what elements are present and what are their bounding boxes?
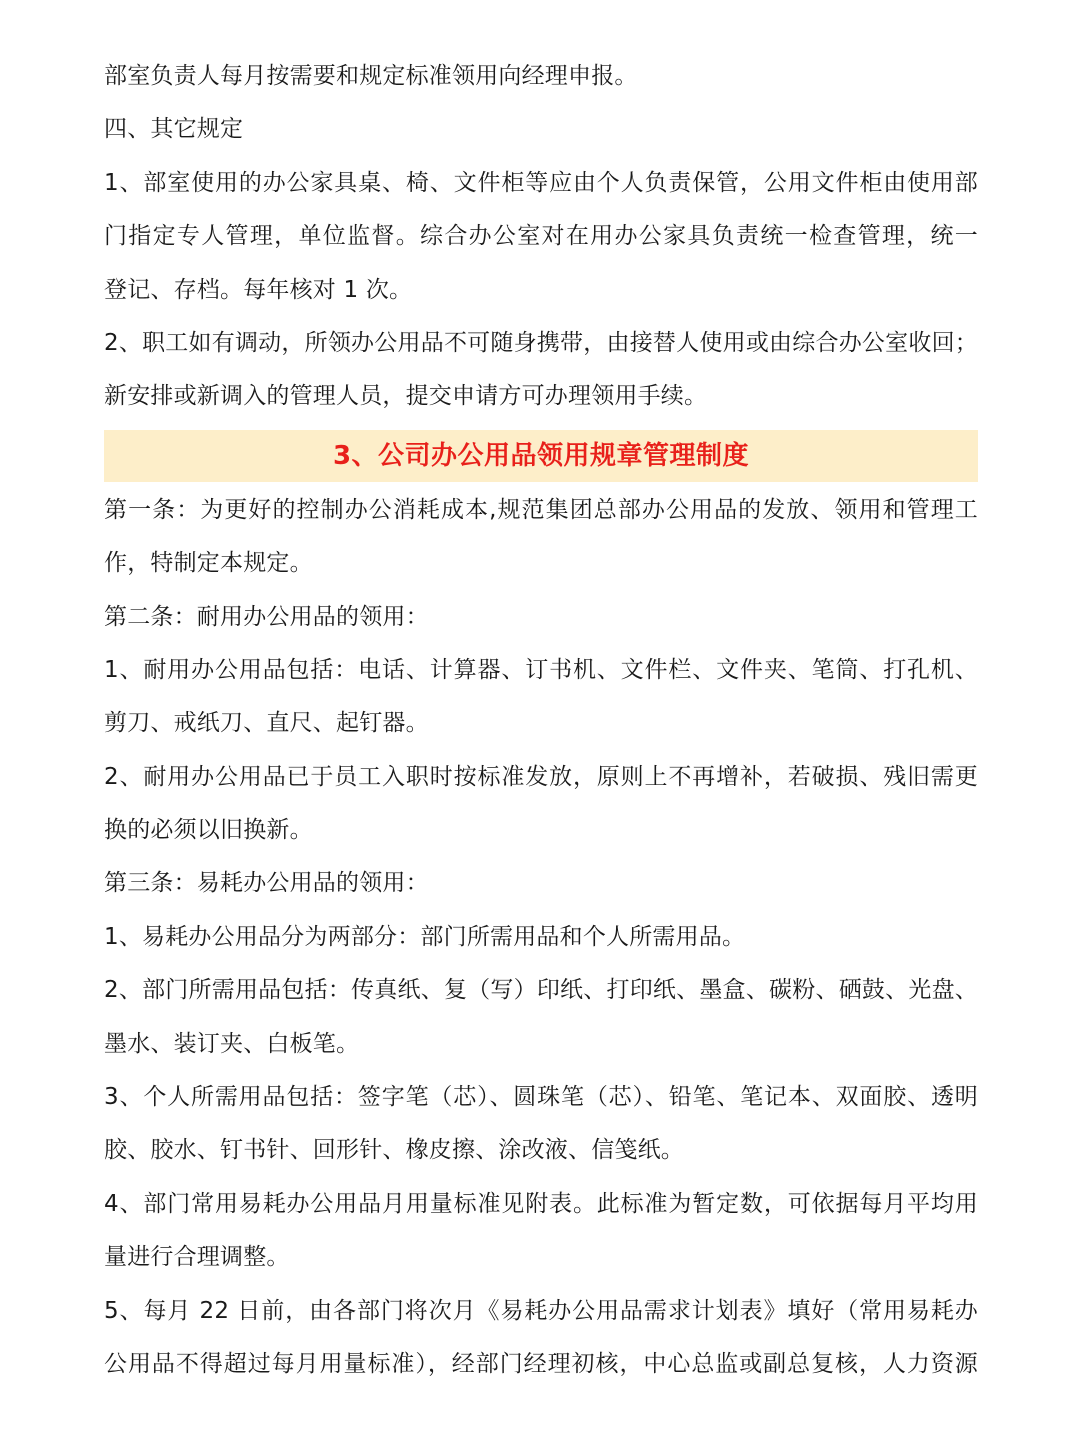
paragraph-line: 剪刀、戒纸刀、直尺、起钉器。 [104,710,429,737]
chapter-heading-bar [104,430,978,482]
paragraph-line: 公用品不得超过每月用量标准），经部门经理初核，中心总监或副总复核，人力资源 [104,1350,978,1377]
document-body [104,50,978,1391]
paragraph-line: 登记、存档。每年核对 1 次。 [104,276,413,303]
paragraph-line: 5、每月 22 日前，由各部门将次月《易耗办公用品需求计划表》填好（常用易耗办 [104,1297,978,1324]
paragraph-line: 2、耐用办公用品已于员工入职时按标准发放，原则上不再增补，若破损、残旧需更 [104,763,978,790]
chapter-heading: 3、公司办公用品领用规章管理制度 [332,440,750,471]
paragraph-line: 新安排或新调入的管理人员，提交申请方可办理领用手续。 [104,383,708,410]
paragraph-line: 3、个人所需用品包括：签字笔（芯）、圆珠笔（芯）、铅笔、笔记本、双面胶、透明 [104,1084,978,1111]
paragraph-line: 量进行合理调整。 [104,1244,290,1271]
paragraph-line: 第一条：为更好的控制办公消耗成本,规范集团总部办公用品的发放、领用和管理工 [104,496,978,523]
article-title: 第三条：易耗办公用品的领用： [104,870,429,897]
paragraph-line: 1、部室使用的办公家具桌、椅、文件柜等应由个人负责保管，公用文件柜由使用部 [104,169,978,196]
paragraph-line: 门指定专人管理，单位监督。综合办公室对在用办公家具负责统一检查管理，统一 [104,223,978,250]
section-title: 四、其它规定 [104,116,244,143]
paragraph-line: 墨水、装订夹、白板笔。 [104,1030,360,1057]
paragraph-line: 部室负责人每月按需要和规定标准领用向经理申报。 [104,63,638,89]
paragraph-line: 1、易耗办公用品分为两部分：部门所需用品和个人所需用品。 [104,923,746,950]
paragraph-line: 换的必须以旧换新。 [104,817,313,844]
paragraph-line: 4、部门常用易耗办公用品月用量标准见附表。此标准为暂定数，可依据每月平均用 [104,1190,978,1217]
paragraph-line: 2、职工如有调动，所领办公用品不可随身携带，由接替人使用或由综合办公室收回； [104,329,978,356]
paragraph-line: 1、耐用办公用品包括：电话、计算器、订书机、文件栏、文件夹、笔筒、打孔机、 [104,656,978,683]
paragraph-line: 胶、胶水、钉书针、回形针、橡皮擦、涂改液、信笺纸。 [104,1137,684,1164]
article-title: 第二条：耐用办公用品的领用： [104,603,429,630]
paragraph-line: 作，特制定本规定。 [104,550,313,577]
paragraph-line: 2、部门所需用品包括：传真纸、复（写）印纸、打印纸、墨盒、碳粉、硒鼓、光盘、 [104,977,978,1004]
